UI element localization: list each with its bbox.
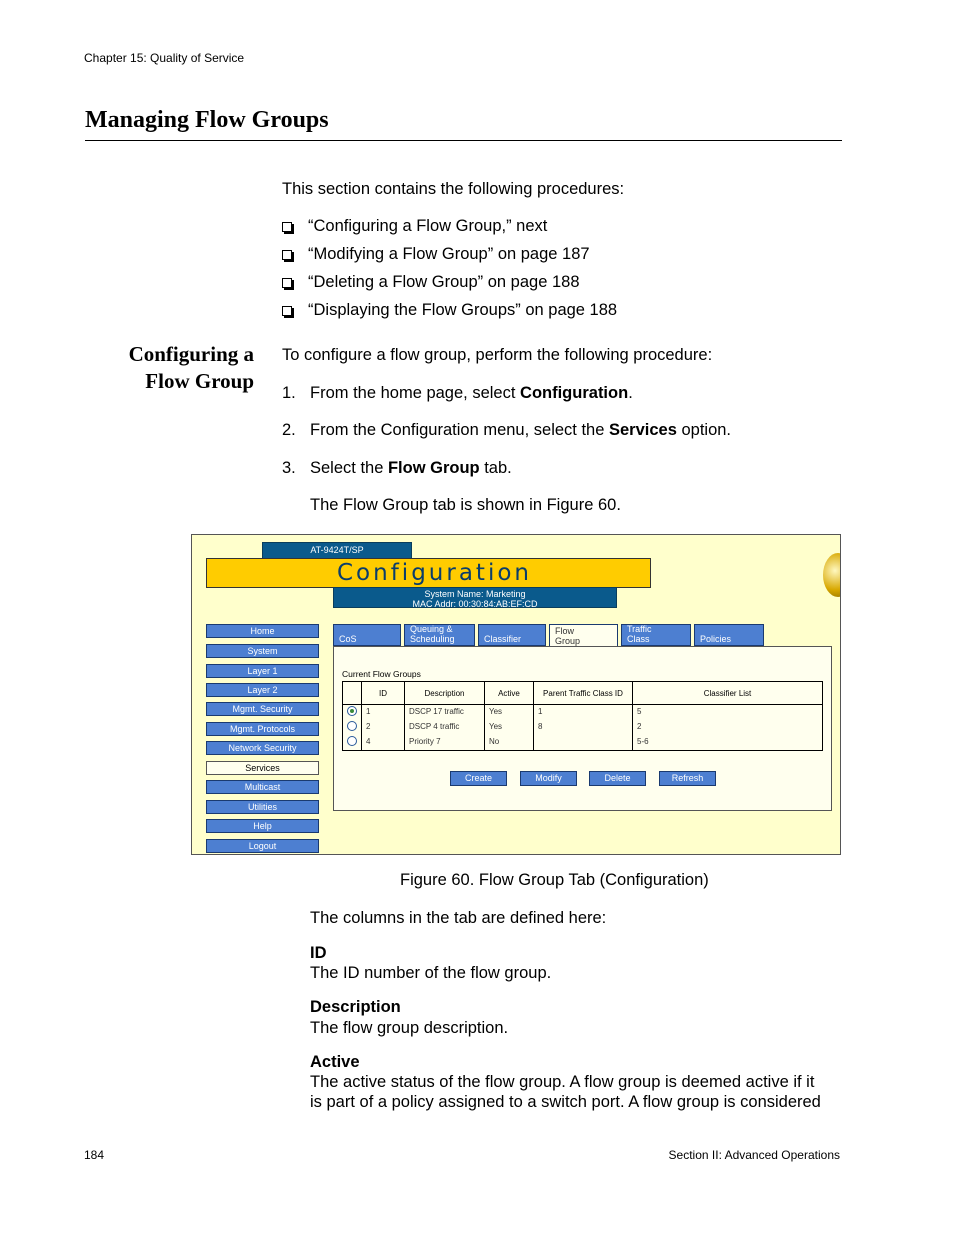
tab-policies[interactable]: Policies (694, 624, 764, 646)
globe-logo-icon (823, 553, 841, 597)
step-item: 1. From the home page, select Configuration. (282, 384, 633, 402)
table-row[interactable]: 4 Priority 7 No 5-6 (343, 735, 823, 751)
delete-button[interactable]: Delete (589, 771, 646, 786)
panel-label: Current Flow Groups (342, 669, 421, 679)
title-rule (85, 140, 842, 141)
col-active: Active (485, 682, 534, 705)
row-radio[interactable] (347, 736, 357, 746)
nav-system[interactable]: System (206, 644, 319, 658)
page-number: 184 (84, 1148, 105, 1162)
col-parent-traffic-class: Parent Traffic Class ID (534, 682, 633, 705)
table-row[interactable]: 1 DSCP 17 traffic Yes 1 5 (343, 705, 823, 721)
definition-text-id: The ID number of the flow group. (310, 964, 552, 982)
col-classifier-list: Classifier List (633, 682, 823, 705)
figure-caption: Figure 60. Flow Group Tab (Configuration) (400, 871, 709, 889)
procedure-item: “Deleting a Flow Group” on page 188 (282, 273, 580, 292)
nav-layer1[interactable]: Layer 1 (206, 664, 319, 678)
model-label: AT-9424T/SP (262, 542, 412, 559)
col-id: ID (362, 682, 405, 705)
nav-logout[interactable]: Logout (206, 839, 319, 853)
bullet-box-icon (282, 278, 292, 288)
modify-button[interactable]: Modify (520, 771, 577, 786)
flow-group-figure (191, 534, 841, 855)
bullet-box-icon (282, 222, 292, 232)
subsection-heading: Configuring a Flow Group (128, 342, 254, 393)
table-header-row (343, 682, 823, 705)
nav-layer2[interactable]: Layer 2 (206, 683, 319, 697)
procedure-item: “Configuring a Flow Group,” next (282, 217, 547, 236)
nav-home[interactable]: Home (206, 624, 319, 638)
definition-term-id: ID (310, 944, 327, 962)
refresh-button[interactable]: Refresh (659, 771, 716, 786)
definitions-intro: The columns in the tab are defined here: (310, 909, 607, 927)
tab-traffic-class[interactable]: Traffic Class (621, 624, 691, 646)
tab-queuing-scheduling[interactable]: Queuing & Scheduling (404, 624, 475, 646)
procedure-item: “Modifying a Flow Group” on page 187 (282, 245, 590, 264)
nav-utilities[interactable]: Utilities (206, 800, 319, 814)
definition-term-description: Description (310, 998, 401, 1016)
bullet-box-icon (282, 306, 292, 316)
nav-services[interactable]: Services (206, 761, 319, 775)
tab-cos[interactable]: CoS (333, 624, 401, 646)
nav-mgmt-security[interactable]: Mgmt. Security (206, 702, 319, 716)
table-row[interactable]: 2 DSCP 4 traffic Yes 8 2 (343, 720, 823, 735)
row-radio[interactable] (347, 706, 357, 716)
section-title: Managing Flow Groups (85, 107, 329, 133)
definition-term-active: Active (310, 1053, 360, 1071)
procedure-item: “Displaying the Flow Groups” on page 188 (282, 301, 617, 320)
config-title: Configuration (337, 560, 532, 586)
bullet-box-icon (282, 250, 292, 260)
row-radio[interactable] (347, 721, 357, 731)
tab-flow-group[interactable]: Flow Group (549, 624, 618, 647)
definition-text-active-cont: is part of a policy assigned to a switch port. A flow group is considered (310, 1093, 821, 1111)
system-info: System Name: Marketing MAC Addr: 00:30:84:AB:EF:CD (333, 587, 617, 608)
nav-help[interactable]: Help (206, 819, 319, 833)
section-intro: This section contains the following procedures: (282, 180, 625, 198)
subsection-intro: To configure a flow group, perform the following procedure: (282, 346, 713, 364)
footer-section: Section II: Advanced Operations (668, 1148, 840, 1162)
tab-classifier[interactable]: Classifier (478, 624, 546, 646)
create-button[interactable]: Create (450, 771, 507, 786)
nav-multicast[interactable]: Multicast (206, 780, 319, 794)
chapter-header: Chapter 15: Quality of Service (84, 51, 245, 65)
col-description: Description (405, 682, 485, 705)
step-item: 3. Select the Flow Group tab. (282, 459, 512, 477)
flow-group-table (342, 681, 823, 751)
figure-reference: The Flow Group tab is shown in Figure 60. (310, 496, 621, 514)
nav-network-security[interactable]: Network Security (206, 741, 319, 755)
step-item: 2. From the Configuration menu, select the Services option. (282, 421, 732, 439)
definition-text-description: The flow group description. (310, 1019, 509, 1037)
definition-text-active: The active status of the flow group. A flow group is deemed active if it (310, 1073, 815, 1091)
nav-mgmt-protocols[interactable]: Mgmt. Protocols (206, 722, 319, 736)
